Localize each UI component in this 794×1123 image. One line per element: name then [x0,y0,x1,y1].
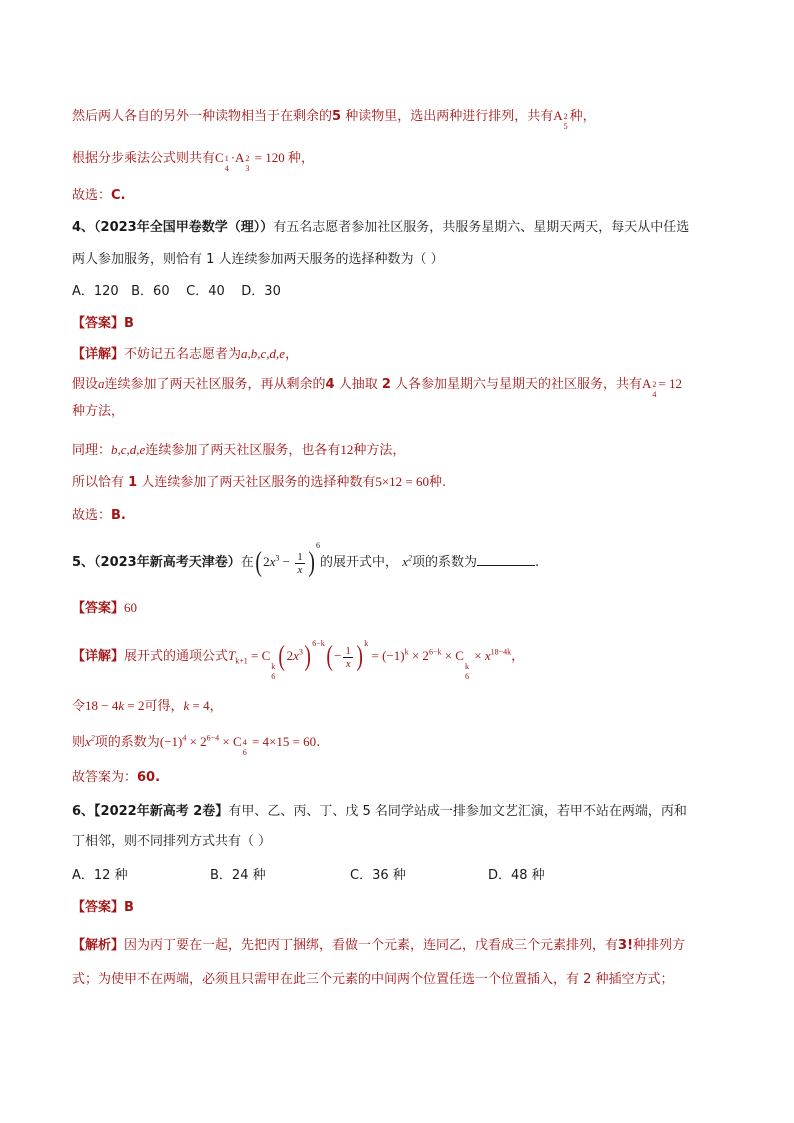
text: 故答案为： [72,770,138,785]
text: 不妨记五名志愿者为 [124,347,242,362]
question-text: 有五名志愿者参加社区服务，共服务星期六、星期天两天，每天从中任选 [273,220,690,235]
solution-line-3 [72,186,732,206]
text: = [251,648,259,663]
question-4-detail-5 [72,472,732,493]
question-6-detail-2 [72,970,732,990]
number: 1 [128,475,138,490]
math-A-5-2: A 2 5 [553,108,568,132]
text: 因为丙丁要在一起，先把丙丁捆绑，看做一个元素，连同乙，戊看成三个元素排列，有 [124,938,619,953]
number: 5 [332,109,342,124]
question-4-options [72,282,732,302]
math-expr: = 4×15 = 60 [251,734,317,749]
text: 连续参加了两天社区服务，也各有 [145,443,341,458]
text: 所以恰有 [72,475,129,490]
text: 可得， [144,699,184,714]
option-c: C．36 种 [350,868,406,883]
math-C-4-1-A-3-2: C 1 4 ·A 2 3 [215,150,250,174]
text: . [534,555,540,570]
question-4-detail-3 [72,402,732,422]
text: 故选： [72,188,112,203]
answer-value: 60 [124,600,138,615]
text: 种方法， [72,404,125,419]
text: 项的系数为 [411,555,477,570]
answer: 60. [137,770,161,785]
question-6-answer [72,898,732,918]
text: 种读物里，选出两种进行排列，共有 [341,109,554,124]
question-6-options [72,866,732,886]
question-4-detail-6 [72,506,732,526]
detail-label: 【详解】 [72,347,125,362]
question-6-detail-1 [72,936,732,956]
math-var: k [183,698,190,713]
detail-label: 【解析】 [72,938,125,953]
math-coef: $(-1)^4 \times 2^{6-4} \times C$ 4 6 [159,733,247,758]
math-A-4-2: A 2 4 [642,376,657,400]
answer-label: 【答案】 [72,316,125,331]
number: 2 [381,377,391,392]
text: = 4， [189,698,223,713]
number: 4 [325,377,335,392]
question-4-detail-1 [72,344,732,365]
math-var: k [118,698,125,713]
text: ， [285,347,299,362]
math-vars: b,c,d,e [111,442,146,457]
number: 12 [340,442,354,457]
question-5-answer [72,598,732,619]
text: = [371,648,379,663]
text: 种方法， [353,443,406,458]
answer-label: 【答案】 [72,601,125,616]
text: 的展开式中， [320,555,399,570]
math-expr: 18 − 4 [85,698,119,713]
text: 人各参加星期六与星期天的社区服务，共有 [390,377,643,392]
question-4-detail-4 [72,440,732,461]
math-x2: $x^2$ [402,553,412,569]
text: 在 [240,555,254,570]
text: 种排列方 [633,938,686,953]
question-text: 有甲、乙、丙、丁、戊 5 名同学站成一排参加文艺汇演，若甲不站在两端，丙和 [228,804,687,819]
math-binomial: ($2x^3$ − $\frac{1}{x}$ )$^6$ [255,541,321,579]
text: 连续参加了两天社区服务，再从剩余的 [104,377,326,392]
text: 根据分步乘法公式则共有 [72,151,216,166]
answer: C. [111,188,126,203]
text: 人连续参加了两天社区服务的选择种数有 [137,475,376,490]
math-expr: = 2 [124,698,145,713]
question-6-line-2 [72,832,732,852]
question-source: （2023年新高考天津卷） [94,555,241,570]
question-text: 两人参加服务，则恰有 1 人连续参加两天服务的选择种数为（ ） [72,252,444,267]
question-6-line-1 [72,802,732,822]
question-number: 4、 [72,220,95,235]
text: = 120 种， [254,150,314,165]
question-5-detail-3 [72,732,732,758]
text: 式；为使甲不在两端，必须且只需甲在此三个元素的中间两个位置任选一个位置插入，有 2 种插空方式； [72,972,674,987]
number: 3! [618,938,634,953]
text: 故选： [72,508,112,523]
text: . [316,735,321,750]
math-x2: $x^2$ [85,733,95,749]
option-d: D．48 种 [488,868,545,883]
question-4-answer [72,314,732,334]
option-b: B．24 种 [210,868,266,883]
text: 种， [569,109,596,124]
math-var: a [98,376,105,391]
text: 人抽取 [334,377,382,392]
math-general-term: $T_{k+1} = C$ k 6 $(2x^3)^{6-k}(-$ $\frac{1}{x}$ )$^k = (-1)^k \times 2^{6-k} \times C$ k 6 × $x^{18-4k}$ [228,639,512,682]
text: 同理： [72,443,112,458]
question-4-line-2 [72,250,732,270]
text: ， [511,649,525,664]
question-5-detail-1 [72,636,732,682]
text: 种. [429,475,447,490]
answer: B. [111,508,126,523]
text: 项的系数为 [94,735,160,750]
text: 然后两人各自的另外一种读物相当于在剩余的 [72,109,333,124]
option-c: C．40 [186,284,225,299]
answer-value: B [124,316,134,331]
question-5-detail-2 [72,696,732,717]
question-4-detail-2 [72,374,732,400]
text: = 12 [658,376,683,391]
detail-label: 【详解】 [72,649,125,664]
question-source: 【2022年新高考 2卷】 [94,804,229,819]
text: 令 [72,699,86,714]
solution-line-1 [72,106,732,132]
question-5-line [72,542,732,582]
question-source: （2023年全国甲卷数学（理）） [94,220,274,235]
text: 假设 [72,377,99,392]
question-number: 5、 [72,555,95,570]
option-a: A．12 种 [72,868,128,883]
math-expr: 5×12 = 60 [375,474,429,489]
text: 展开式的通项公式 [124,649,229,664]
answer-blank [477,553,535,566]
answer-value: B [124,900,134,915]
solution-line-2 [72,148,732,174]
text: 则 [72,735,86,750]
option-d: D．30 [241,284,281,299]
option-b: B．60 [131,284,170,299]
question-number: 6、 [72,804,95,819]
question-text: 丁相邻，则不同排列方式共有（ ） [72,834,272,849]
question-5-detail-4 [72,768,732,788]
math-vars: a,b,c,d,e [241,346,286,361]
answer-label: 【答案】 [72,900,125,915]
question-4-line-1 [72,218,732,238]
option-a: A．120 [72,284,119,299]
